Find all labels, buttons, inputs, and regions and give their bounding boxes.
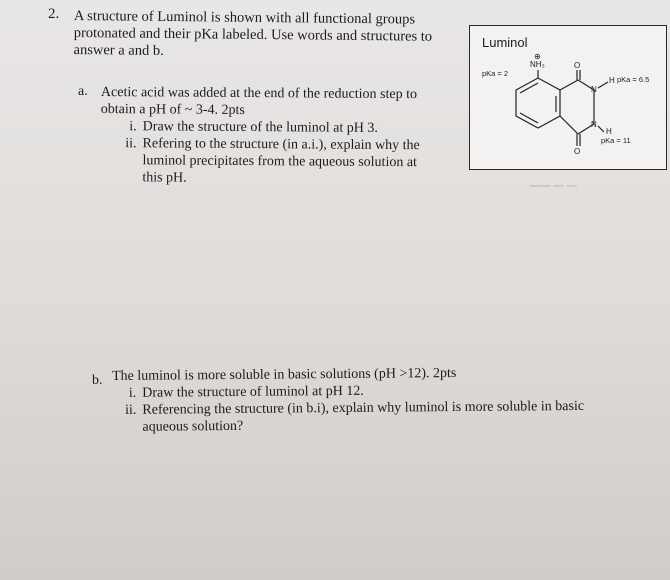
- intro-line-3: answer a and b.: [73, 41, 164, 59]
- item-text-cont-2: this pH.: [142, 170, 187, 186]
- carbonyl-o-bottom: O: [574, 147, 581, 156]
- item-number: ii.: [125, 136, 137, 152]
- question-number: 2.: [48, 6, 60, 22]
- luminol-structure-drawing: [470, 26, 666, 169]
- item-text: Draw the structure of luminol at pH 12.: [142, 383, 364, 401]
- item-text-cont-1: aqueous solution?: [142, 418, 244, 435]
- nh-top-h-label: H: [609, 76, 615, 85]
- item-number: ii.: [125, 402, 137, 418]
- pka-2-label: pKa = 2: [482, 69, 509, 78]
- nh3-label: NH₃: [530, 60, 545, 69]
- part-a-line-1: Acetic acid was added at the end of the reduction step to: [100, 84, 418, 103]
- benzene-ring: [516, 78, 560, 128]
- item-number: i.: [128, 385, 137, 401]
- pka-6-5-label: pKa = 6.5: [617, 75, 650, 84]
- item-text: Refering to the structure (in a.i.), explain why the: [142, 136, 420, 154]
- item-text-cont-1: luminol precipitates from the aqueous solution at: [142, 153, 418, 171]
- part-b-line-1: The luminol is more soluble in basic solutions (pH >12). 2pts: [112, 365, 457, 384]
- carbonyl-o-top: O: [574, 61, 581, 70]
- bleed-through-text: ▔▔ ▔ ▔: [530, 185, 577, 200]
- n-top-label: N: [591, 85, 597, 94]
- part-a-line-2: obtain a pH of ~ 3-4. 2pts: [100, 101, 245, 119]
- part-a-prompt: [100, 84, 461, 189]
- luminol-structure-box: [469, 25, 667, 170]
- part-b-label: b.: [92, 373, 103, 388]
- part-a-item-ii: [118, 135, 478, 189]
- item-text: Referencing the structure (in b.i), explain why luminol is more soluble in basic: [142, 398, 585, 418]
- pka-11-label: pKa = 11: [601, 136, 631, 145]
- positive-charge-label: ⊕: [534, 52, 541, 61]
- item-number: i.: [129, 119, 137, 135]
- question-intro: [73, 8, 464, 63]
- nh-bottom-h-label: H: [606, 127, 612, 136]
- intro-line-2: protonated and their pKa labeled. Use words and structures to: [73, 24, 433, 45]
- item-text: Draw the structure of the luminol at pH 3.: [142, 119, 378, 136]
- part-b-prompt: [112, 364, 583, 436]
- part-b-item-ii: [118, 398, 588, 436]
- part-a-label: a.: [78, 84, 88, 99]
- intro-line-1: A structure of Luminol is shown with all functional groups: [73, 8, 416, 28]
- n-bottom-label: N: [591, 120, 597, 129]
- structure-title: Luminol: [482, 35, 528, 50]
